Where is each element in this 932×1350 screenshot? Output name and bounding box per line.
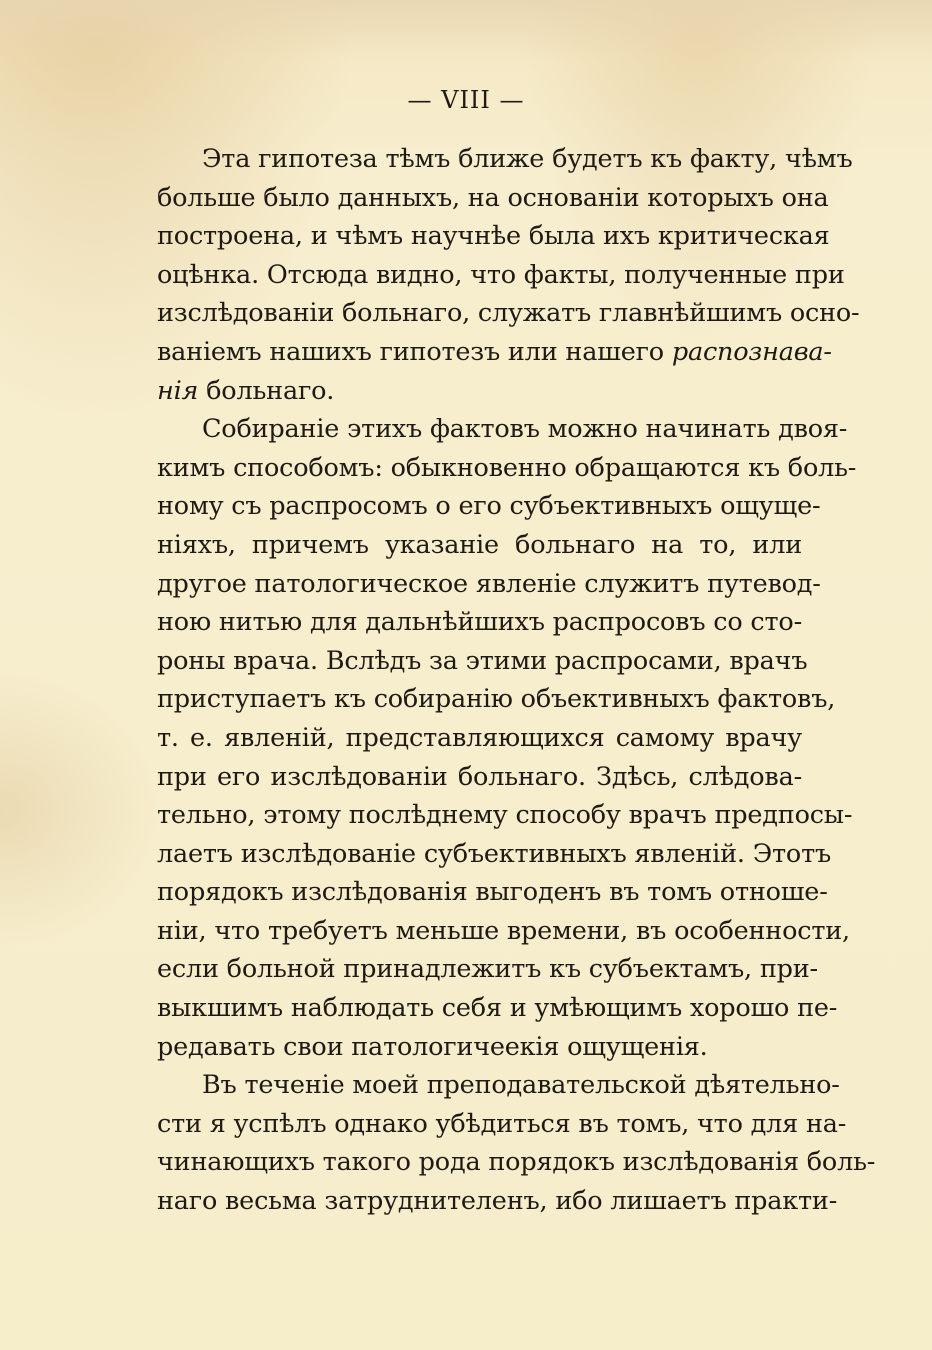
text-line: Собираніе этихъ фактовъ можно начинать двоя- — [202, 414, 848, 445]
text-line: если больной принадлежитъ къ субъектамъ, при- — [157, 954, 818, 985]
text-line: лаетъ изслѣдованіе субъективныхъ явленій. Этотъ — [157, 838, 831, 869]
text-line: роны врача. Вслѣдъ за этими распросами, врачъ — [157, 645, 808, 676]
text-line: другое патологическое явленіе служитъ путевод- — [157, 568, 821, 599]
text-line: порядокъ изслѣдованія выгоденъ въ томъ отноше- — [157, 877, 828, 908]
text-line: ному съ распросомъ о его субъективныхъ ощуще- — [157, 491, 821, 522]
text-run: больнаго. — [198, 375, 335, 406]
text-line: изслѣдованіи больнаго, служатъ главнѣйшимъ осно- — [157, 298, 860, 329]
text-line — [157, 333, 832, 372]
text-line: ніи, что требуетъ меньше времени, въ особенности, — [157, 915, 850, 946]
text-line: оцѣнка. Отсюда видно, что факты, полученные при — [157, 259, 845, 290]
text-line: выкшимъ наблюдать себя и умѣющимъ хорошо пе- — [157, 993, 838, 1024]
paper-stain — [0, 0, 932, 60]
text-line: построена, и чѣмъ научнѣе была ихъ критическая — [157, 221, 830, 252]
text-line: при его изслѣдованіи больнаго. Здѣсь, слѣдова- — [157, 761, 802, 792]
text-line: наго весьма затруднителенъ, ибо лишаетъ практи- — [157, 1186, 838, 1217]
italic-term: распознава- — [671, 336, 832, 367]
text-line: кимъ способомъ: обыкновенно обращаются къ боль- — [157, 452, 857, 483]
text-line: чинающихъ такого рода порядокъ изслѣдованія боль- — [157, 1147, 876, 1178]
italic-term: нія — [157, 375, 199, 406]
page-number: — VIII — — [407, 86, 525, 114]
text-line: больше было данныхъ, на основаніи которыхъ она — [157, 182, 829, 213]
body-text — [157, 140, 876, 1221]
text-run: ваніемъ нашихъ гипотезъ или нашего — [157, 336, 672, 367]
text-line: тельно, этому послѣднему способу врачъ предпосы- — [157, 800, 853, 831]
text-line: Эта гипотеза тѣмъ ближе будетъ къ факту, чѣмъ — [202, 144, 853, 174]
text-line — [157, 372, 802, 411]
text-line: Въ теченіе моей преподавательской дѣятельно- — [202, 1070, 840, 1101]
text-line: ніяхъ, причемъ указаніе больнаго на то, или — [157, 529, 802, 560]
text-line: т. е. явленій, представляющихся самому врачу — [157, 722, 802, 753]
text-line: редавать свои патологичеекія ощущенія. — [157, 1031, 708, 1062]
text-line: приступаетъ къ собиранію объективныхъ фактовъ, — [157, 684, 836, 715]
text-line: ною нитью для дальнѣйшихъ распросовъ со сто- — [157, 607, 802, 638]
text-line: сти я успѣлъ однако убѣдиться въ томъ, что для на- — [157, 1108, 847, 1139]
